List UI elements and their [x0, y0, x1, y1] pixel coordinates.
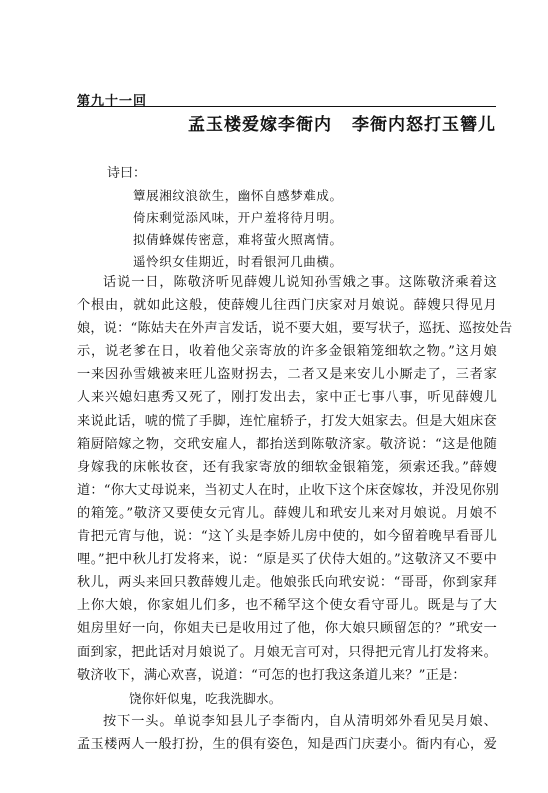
text-line: 哩。”把中秋儿打发将来，说：“原是买了伏侍大姐的。”这敬济又不要中 [77, 552, 497, 568]
poem-line: 簟展湘纹浪欲生，幽怀自感梦难成。 [133, 188, 343, 203]
text-line: 面到家，把此话对月娘说了。月娘无言可对，只得把元宵儿打发将来。 [77, 644, 497, 660]
chapter-title-part2: 李衙内怒打玉簪儿 [352, 115, 496, 135]
text-line: 上你大娘，你家姐儿们多，也不稀罕这个使女看守哥儿。既是与了大 [77, 598, 497, 614]
text-line: 来说此话，唬的慌了手脚，连忙雇轿子，打发大姐家去。但是大姐床奁 [77, 413, 497, 429]
poem-intro: 诗曰： [107, 166, 147, 181]
text-line: 肯把元宵与他，说：“这丫头是李娇儿房中使的，如今留着晚早看哥儿 [77, 529, 497, 545]
poem [133, 185, 343, 273]
text-line: 按下一头。单说李知县儿子李衙内，自从清明郊外看见吴月娘、 [103, 713, 497, 729]
text-line: 身嫁我的床帐妆奁，还有我家寄放的细软金银箱笼，须索还我。”薛嫂 [77, 459, 497, 475]
body-text [77, 271, 513, 756]
header-rule [77, 106, 496, 107]
poem-line: 倚床剩觉添风味，开户羞将待月明。 [133, 210, 343, 225]
text-line: 人来兴媳妇惠秀又死了，刚打发出去，家中正七事八事，听见薛嫂儿 [77, 390, 497, 406]
text-line: 孟玉楼两人一般打扮，生的俱有姿色，知是西门庆妻小。衙内有心，爱 [77, 736, 497, 752]
chapter-number: 第九十一回 [77, 94, 148, 109]
text-line: 敬济收下，满心欢喜，说道：“可怎的也打我这条道儿来？”正是： [77, 667, 466, 683]
text-line: 的箱笼。”敬济又要使女元宵儿。薛嫂儿和玳安儿来对月娘说。月娘不 [77, 505, 497, 521]
poem-line: 拟倩蜂媒传密意，难将萤火照离情。 [133, 232, 343, 247]
text-line: 秋儿，两头来回只教薛嫂儿走。他娘张氏向玳安说：“哥哥，你到家拜 [77, 575, 497, 591]
chapter-title [188, 110, 496, 135]
text-line: 话说一日，陈敬济听见薛嫂儿说知孙雪娥之事。这陈敬济乘着这 [103, 275, 497, 290]
chapter-title-part1: 孟玉楼爱嫁李衙内 [188, 115, 332, 135]
text-line: 示，说老爹在日，收着他父亲寄放的许多金银箱笼细软之物。”这月娘 [77, 344, 497, 360]
verse-line: 饶你奸似鬼，吃我洗脚水。 [129, 690, 282, 706]
text-line: 箱厨陪嫁之物，交玳安雇人，都抬送到陈敬济家。敬济说：“这是他随 [77, 436, 497, 452]
poem-line: 遥怜织女佳期近，时看银河几曲横。 [133, 254, 343, 269]
text-line: 娘，说：“陈姑夫在外声言发话，说不要大姐，要写状子，巡抚、巡按处告 [77, 321, 513, 337]
text-line: 道：“你大丈母说来，当初丈人在时，止收下这个床奁嫁妆，并没见你别 [77, 482, 499, 498]
text-line: 一来因孙雪娥被来旺儿盗财拐去，二者又是来安儿小厮走了，三者家 [77, 367, 497, 383]
text-line: 个根由，就如此这般，使薛嫂儿往西门庆家对月娘说。薛嫂只得见月 [77, 298, 497, 314]
text-line: 姐房里好一向，你姐夫已是收用过了他，你大娘只顾留怎的？”玳安一 [77, 621, 497, 637]
